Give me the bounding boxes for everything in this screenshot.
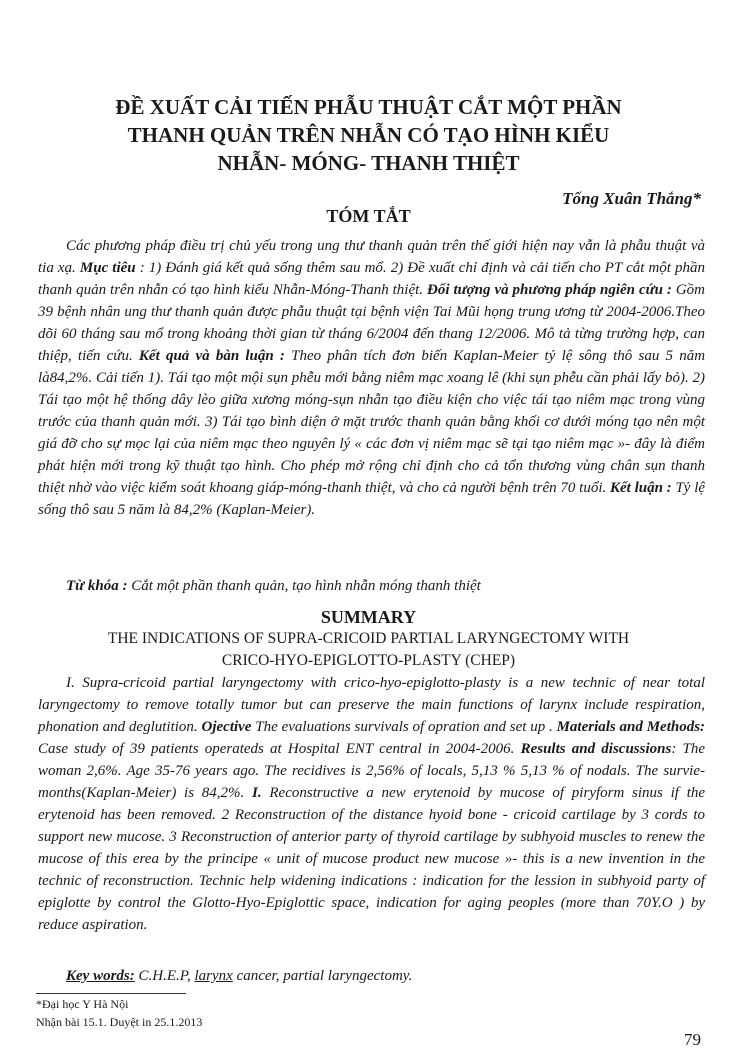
ket-luan-label: Kết luận : — [610, 480, 672, 496]
i-label: I. — [252, 785, 262, 801]
results-label: Results and discussions — [520, 741, 672, 757]
doi-tuong-label: Đối tượng và phương pháp ngiên cứu : — [427, 282, 672, 298]
title-line-1: ĐỀ XUẤT CẢI TIẾN PHẪU THUẬT CẮT MỘT PHẦN — [115, 95, 622, 119]
keywords-vn-label: Từ khóa : — [66, 578, 128, 594]
page-number: 79 — [684, 1030, 701, 1049]
footnote-dates: Nhận bài 15.1. Duyệt in 25.1.2013 — [36, 1015, 203, 1029]
author-name: Tống Xuân Thắng* — [562, 189, 701, 208]
summary-title-line-2: CRICO-HYO-EPIGLOTTO-PLASTY (CHEP) — [221, 652, 516, 669]
summary-title-line-1: THE INDICATIONS OF SUPRA-CRICOID PARTIAL LARYNGECTOMY WITH — [107, 630, 630, 647]
summary-paragraph: I. Supra-cricoid partial laryngectomy with crico-hyo-epiglotto-plasty is a new technic of near total laryngectomy to remove totally tumor but can preserve the main functions of larynx include respiration, phonation and deglutition. Ojective The evaluations survivals of opration and set up . Materials and Methods: Case study of 39 patients operateds at Hospital ENT central in 2004-2006. Results and discussions: The woman 2,6%. Age 35-76 years ago. The recidives is 2,56% of locals, 5,13 % 5,13 % of nodals. The survie-months(Kaplan-Meier) is 84,2%. I. Reconstructive a new erytenoid by mucose of piryform sinus if the erytenoid has been removed. 2 Reconstruction of the distance hyoid bone - cricoid cartilage by 3 cords to support new mucose. 3 Reconstruction of anterior party of thyroid cartilage by subhyoid muscles to renew the mucose of this erea by the principe « unit of mucose product new mucose »- this is a new invention in the technic of reconstruction. Technic help widening indications : indication for the lession in subhyoid party of epiglotte by control the Glotto-Hyo-Epiglottic space, indication for aging peoples (more than 70Y.O ) by reduce aspiration. — [38, 675, 706, 933]
keywords-en: Key words: C.H.E.P, larynx cancer, partial laryngectomy. — [66, 968, 413, 984]
ket-qua-label: Kết quả và bàn luận : — [138, 348, 285, 364]
methods-label: Materials and Methods: — [556, 719, 706, 735]
footnote-affiliation: *Đại học Y Hà Nội — [36, 997, 129, 1011]
keywords-en-label: Key words: — [66, 968, 135, 984]
muc-tieu-label: Mục tiêu — [79, 260, 136, 276]
keywords-vn: Từ khóa : Cắt một phần thanh quản, tạo hình nhẫn móng thanh thiệt — [66, 578, 481, 594]
abstract-heading: TÓM TẮT — [326, 206, 411, 226]
article-title — [60, 93, 677, 177]
title-line-2: THANH QUẢN TRÊN NHẪN CÓ TẠO HÌNH KIỂU — [127, 123, 610, 147]
abstract-paragraph: Các phương pháp điều trị chủ yếu trong ung thư thanh quản trên thế giới hiện nay vẫn là phẫu thuật và tia xạ. Mục tiêu : 1) Đánh giá kết quả sống thêm sau mổ. 2) Đề xuất chỉ định và cải tiến cho PT cắt một phần thanh quản trên nhẫn có tạo hình kiểu Nhẫn-Móng-Thanh thiệt. Đối tượng và phương pháp ngiên cứu : Gồm 39 bệnh nhân ung thư thanh quản được phẫu thuật tại bệnh viện Tai Mũi họng trung ương từ 2004-2006.Theo dõi 60 tháng sau mổ trong khoảng thời gian từ tháng 6/2004 đến thang 12/2006. Mô tả từng trường hợp, can thiệp, tiến cứu. Kết quả và bàn luận : Theo phân tích đơn biến Kaplan-Meier tỷ lệ sông thô sau 5 năm là84,2%. Cải tiến 1). Tái tạo một mội sụn phễu mới bằng niêm mạc xoang lê (khi sụn phễu cần phải lấy bỏ). 2) Tái tạo một hệ thống dây lèo giữa xương móng-sụn nhẫn tạo điều kiện cho việc tái tạo niêm mạc trong vùng trước của thanh quản mới. 3) Tái tạo bình diện ở mặt trước thanh quản bằng khối cơ dưới móng tạo nên một giá đỡ cho sự mọc lại của niêm mạc theo nguyên lý « các đơn vị niêm mạc sẽ tại tạo niêm mạc »- đây là điểm phát hiện mới trong kỹ thuật tạo hình. Cho phép mở rộng chỉ định cho cả tổn thương vùng chân sụn thanh thiệt nhờ vào việc kiểm soát khoang giáp-móng-thanh thiệt, và cho cả người bệnh trên 70 tuổi. Kết luận : Tỷ lệ sống thô sau 5 năm là 84,2% (Kaplan-Meier). — [38, 238, 706, 518]
footnote-divider — [36, 993, 186, 994]
objective-label: Ojective — [201, 719, 252, 735]
summary-heading: SUMMARY — [320, 607, 417, 627]
summary-title — [0, 628, 737, 672]
title-line-3: NHẪN- MÓNG- THANH THIỆT — [217, 151, 520, 175]
